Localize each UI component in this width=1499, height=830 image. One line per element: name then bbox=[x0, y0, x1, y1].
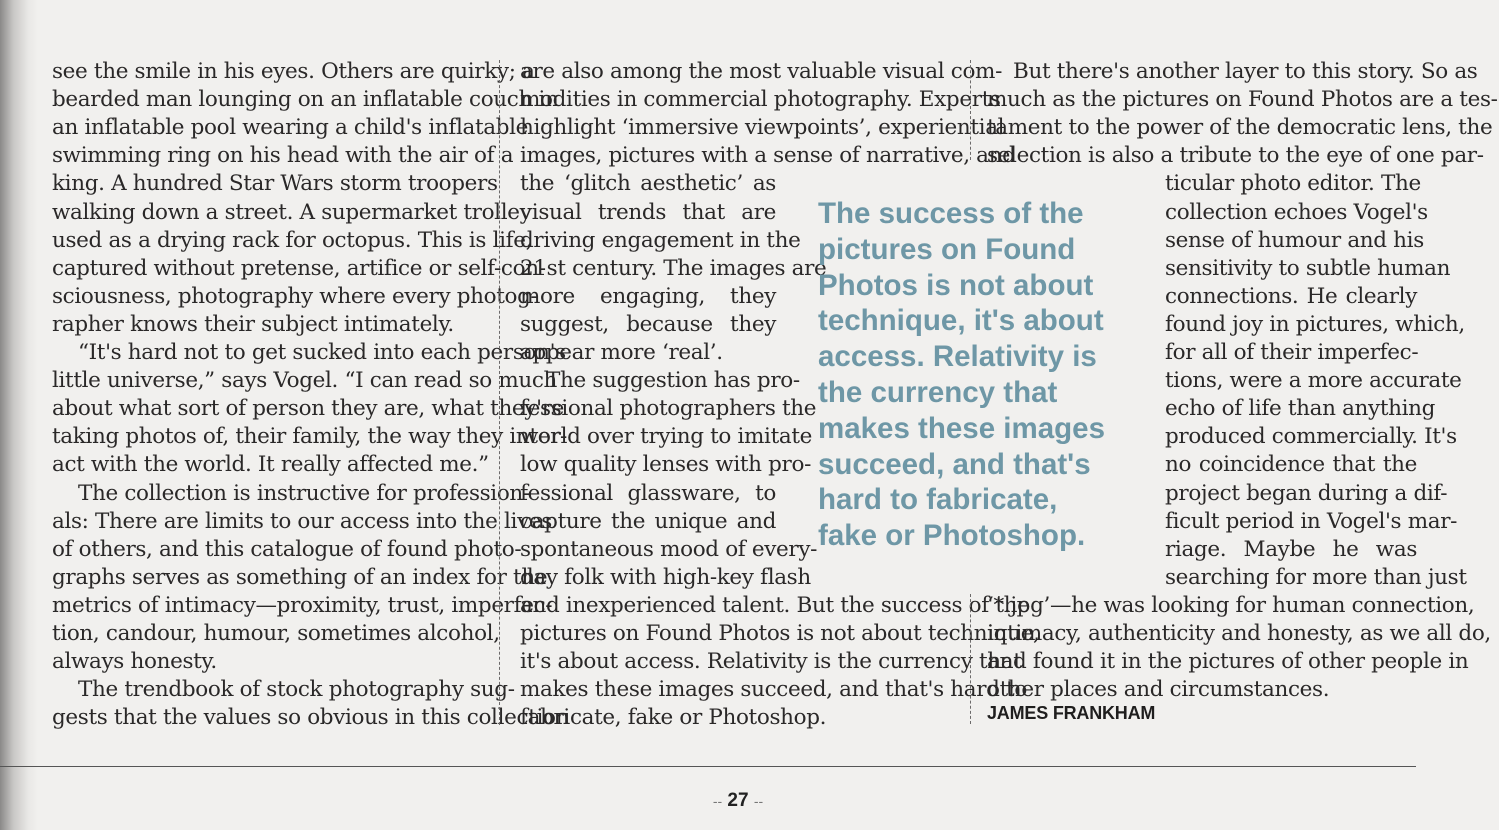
page-binding-shadow bbox=[0, 0, 38, 830]
pull-quote-line: makes these images bbox=[818, 411, 1105, 445]
col3-line: collection echoes Vogel's bbox=[1165, 199, 1428, 225]
pull-quote-line: succeed, and that's bbox=[818, 447, 1091, 481]
col2-line: fessional glassware, to bbox=[520, 480, 776, 506]
col1-line: als: There are limits to our access into the lives bbox=[52, 508, 552, 534]
col1-line: walking down a street. A supermarket trolley bbox=[52, 199, 532, 225]
col1-line: of others, and this catalogue of found photo- bbox=[52, 536, 522, 562]
pull-quote-line: the currency that bbox=[818, 375, 1058, 409]
col3-line: much as the pictures on Found Photos are a tes- bbox=[987, 87, 1498, 113]
col3-line: riage. Maybe he was bbox=[1165, 536, 1417, 562]
col3-line: echo of life than anything bbox=[1165, 396, 1436, 422]
col3-line: and found it in the pictures of other people in bbox=[987, 649, 1469, 675]
col3-line: ticular photo editor. The bbox=[1165, 171, 1421, 197]
col3-line: searching for more than just bbox=[1165, 564, 1467, 590]
col1-line: bearded man lounging on an inflatable couch in bbox=[52, 87, 559, 113]
col1-line: metrics of intimacy—proximity, trust, imperfec- bbox=[52, 592, 553, 618]
col2-line: fessional photographers the bbox=[520, 396, 817, 422]
col2-line: makes these images succeed, and that's hard to bbox=[520, 677, 1027, 703]
col2-line: appear more ‘real’. bbox=[520, 340, 723, 365]
col1-line: gests that the values so obvious in this collection bbox=[52, 705, 570, 731]
col3-line: selection is also a tribute to the eye of one par- bbox=[987, 143, 1484, 169]
pull-quote-line: fake or Photoshop. bbox=[818, 519, 1086, 553]
col1-line: taking photos of, their family, the way they inter- bbox=[52, 424, 567, 450]
col2-line: world over trying to imitate bbox=[520, 424, 812, 450]
pull-quote bbox=[818, 196, 1138, 554]
col2-line: 21st century. The images are bbox=[520, 255, 827, 281]
page-number: 27 bbox=[727, 790, 749, 811]
col1-line: king. A hundred Star Wars storm troopers bbox=[52, 171, 498, 197]
col1-line: tion, candour, humour, sometimes alcohol, bbox=[52, 621, 500, 646]
col2-line: and inexperienced talent. But the success of the bbox=[520, 592, 1030, 618]
col3-line: other places and circumstances. bbox=[987, 677, 1330, 703]
pull-quote-line: The success of the bbox=[818, 197, 1084, 230]
col2-line: images, pictures with a sense of narrative, and bbox=[520, 143, 1016, 169]
col1-line: graphs serves as something of an index for the bbox=[52, 564, 548, 590]
col2-line: more engaging, they bbox=[520, 283, 776, 309]
col3-line: produced commercially. It's bbox=[1165, 424, 1457, 450]
pull-quote-line: Photos is not about bbox=[818, 268, 1094, 302]
col2-line: spontaneous mood of every- bbox=[520, 536, 818, 562]
col1-line: act with the world. It really affected me.” bbox=[52, 452, 489, 478]
col1-line: used as a drying rack for octopus. This is life, bbox=[52, 227, 533, 253]
col3-line: sense of humour and his bbox=[1165, 227, 1424, 253]
col2-line: suggest, because they bbox=[520, 311, 776, 337]
col2-line: it's about access. Relativity is the currency that bbox=[520, 649, 1022, 675]
col3-line: tament to the power of the democratic lens, the bbox=[987, 115, 1493, 141]
col1-line: always honesty. bbox=[52, 649, 217, 675]
col2-line: The suggestion has pro- bbox=[546, 368, 800, 394]
pull-quote-line: hard to fabricate, bbox=[818, 483, 1058, 517]
col1-line: sciousness, photography where every photog- bbox=[52, 283, 538, 309]
pull-quote-line: technique, it's about bbox=[818, 304, 1104, 338]
col2-line: low quality lenses with pro- bbox=[520, 452, 811, 478]
column-separator-1 bbox=[499, 60, 500, 725]
col3-line: found joy in pictures, which, bbox=[1165, 311, 1465, 337]
col2-line: visual trends that are bbox=[520, 199, 776, 225]
pull-quote-line: pictures on Found bbox=[818, 232, 1076, 266]
col3-line: connections. He clearly bbox=[1165, 283, 1417, 309]
col1-line: “It's hard not to get sucked into each person's bbox=[78, 340, 566, 365]
col3-line: no coincidence that the bbox=[1165, 452, 1417, 478]
col2-line: fabricate, fake or Photoshop. bbox=[520, 705, 827, 731]
col3-line: for all of their imperfec- bbox=[1165, 340, 1419, 365]
col1-line: swimming ring on his head with the air of a bbox=[52, 143, 514, 169]
folio-dash-right: -- bbox=[753, 793, 764, 809]
col2-line: modities in commercial photography. Experts bbox=[520, 87, 1001, 113]
col1-line: captured without pretense, artifice or self-con- bbox=[52, 255, 546, 281]
col3-line: ficult period in Vogel's mar- bbox=[1165, 508, 1458, 534]
col1-line: see the smile in his eyes. Others are quirky; a bbox=[52, 59, 535, 84]
folio-dash-left: -- bbox=[712, 793, 723, 809]
col1-line: The collection is instructive for profession- bbox=[78, 480, 530, 506]
col2-line: the ‘glitch aesthetic’ as bbox=[520, 171, 776, 197]
col2-line: are also among the most valuable visual com- bbox=[520, 59, 1003, 84]
author-byline: JAMES FRANKHAM bbox=[987, 703, 1156, 723]
col2-line: driving engagement in the bbox=[520, 227, 801, 253]
col1-line: little universe,” says Vogel. “I can read so much bbox=[52, 368, 558, 394]
col2-line: highlight ‘immersive viewpoints’, experiential bbox=[520, 115, 1005, 141]
col2-line: pictures on Found Photos is not about technique, bbox=[520, 621, 1040, 646]
col1-line: rapher knows their subject intimately. bbox=[52, 311, 454, 337]
col1-line: about what sort of person they are, what they're bbox=[52, 396, 564, 422]
col2-line: capture the unique and bbox=[520, 508, 776, 534]
footer-rule bbox=[0, 766, 1416, 767]
col3-line: intimacy, authenticity and honesty, as we all do, bbox=[987, 621, 1491, 646]
col3-line: But there's another layer to this story. So as bbox=[1013, 59, 1478, 84]
col3-line: tions, were a more accurate bbox=[1165, 368, 1462, 394]
column-separator-2a bbox=[970, 60, 971, 160]
col3-line: sensitivity to subtle human bbox=[1165, 255, 1451, 281]
col2-line: day folk with high-key flash bbox=[520, 564, 811, 590]
col1-line: an inflatable pool wearing a child's inflatable bbox=[52, 115, 529, 141]
column-separator-2b bbox=[970, 594, 971, 724]
col3-line: project began during a dif- bbox=[1165, 480, 1448, 506]
col3-line: ‘*.jpg’—he was looking for human connection, bbox=[987, 592, 1475, 618]
col1-line: The trendbook of stock photography sug- bbox=[78, 677, 515, 703]
page-folio bbox=[703, 790, 773, 812]
pull-quote-line: access. Relativity is bbox=[818, 340, 1097, 374]
